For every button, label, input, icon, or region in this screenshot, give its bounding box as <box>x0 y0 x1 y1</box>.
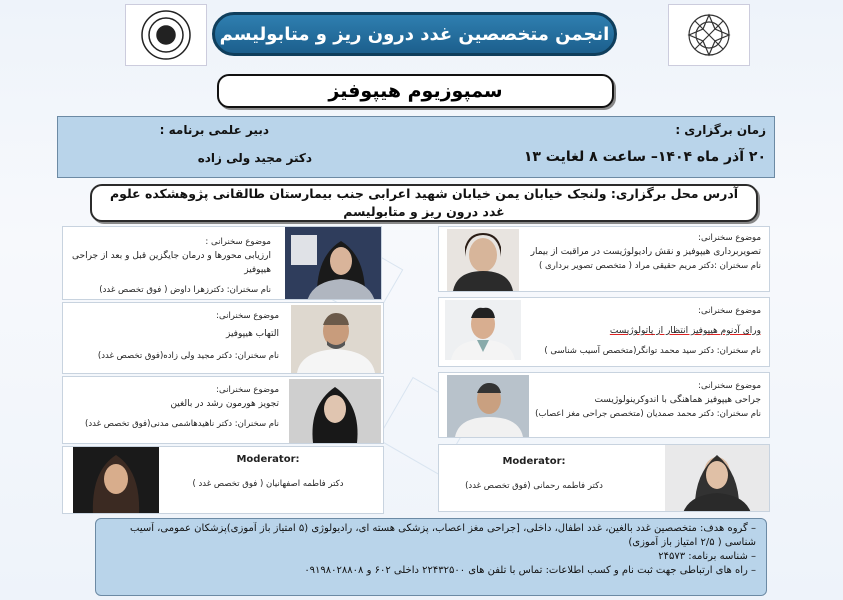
speaker-name: نام سخنران: دکتر ناهیدهاشمی مدنی(فوق تخصص غدد) <box>85 419 279 429</box>
chair-label: دبیر علمی برنامه : <box>159 123 269 137</box>
speaker-photo <box>445 300 521 360</box>
speaker-photo <box>447 229 519 291</box>
talk-text <box>66 235 271 297</box>
time-label: زمان برگزاری : <box>675 123 766 137</box>
topic-label: موضوع سخنرانی: <box>216 311 279 321</box>
speaker-photo <box>289 379 381 443</box>
speaker-name: نام سخنران: دکتر محمد صمدیان (متخصص جراحی مغز اعصاب) <box>535 409 761 419</box>
talk-text <box>69 383 279 431</box>
speaker-name: نام سخنران :دکتر مریم حقیقی مراد ( متخصص تصویر برداری ) <box>539 261 761 271</box>
moderator-card <box>62 446 384 514</box>
talk-text <box>529 231 761 273</box>
program-id-line: – شناسه برنامه: ۲۴۵۷۳ <box>658 551 756 562</box>
topic-label: موضوع سخنرانی: <box>698 381 761 391</box>
talk-text <box>529 304 761 358</box>
topic-label: موضوع سخنرانی: <box>698 233 761 243</box>
moderator-label: Moderator: <box>236 454 300 465</box>
moderator-photo <box>665 445 769 512</box>
university-logo-right <box>668 4 750 66</box>
speaker-photo <box>285 227 382 300</box>
talk-card <box>438 226 770 292</box>
talk-text <box>529 379 761 421</box>
moderator-photo <box>73 447 159 514</box>
talk-text <box>69 309 279 363</box>
event-title: سمپوزیوم هیپوفیز <box>217 74 614 108</box>
program-details-footer <box>95 518 767 596</box>
target-group-line: – گروه هدف: متخصصین غدد بالغین، غدد اطفال، داخلی، [جراحی مغز اعصاب، پزشکی هسته ای، رادیولوژی (۵ امتیاز باز آموزی)پزشکان عمومی، آسیب <box>130 523 756 534</box>
talk-topic: جراحی هیپوفیز هماهنگی با اندوکرینولوژیست <box>594 395 761 405</box>
topic-label: موضوع سخنرانی: <box>216 385 279 395</box>
speaker-name: نام سخنران: دکتر مجید ولی زاده(فوق تخصص غدد) <box>97 351 279 361</box>
speaker-photo <box>447 375 529 437</box>
institute-logo-left <box>125 4 207 66</box>
event-info-box <box>57 116 775 178</box>
topic-label: موضوع سخنرانی : <box>205 237 271 247</box>
speaker-name: نام سخنران: دکتر سید محمد توانگر(متخصص آسیب شناسی ) <box>544 346 761 356</box>
moderator-text <box>449 455 619 493</box>
talk-topic: التهاب هیپوفیز <box>226 329 279 339</box>
talk-card <box>62 302 384 374</box>
talk-topic: ورای آدنوم هیپوفیز انتظار از پاتولوژیست <box>609 326 761 336</box>
venue-address: آدرس محل برگزاری: ولنجک خیابان یمن خیابان شهید اعرابی جنب بیمارستان طالقانی پژوهشکده علوم غدد درون ریز و متابولیسم <box>90 184 758 222</box>
target-group-line-cont: شناسی ( ۲/۵ امتیاز باز آموزی) <box>628 537 756 548</box>
talk-topic: تجویز هورمون رشد در بالغین <box>170 399 279 409</box>
moderator-label: Moderator: <box>502 456 566 467</box>
speaker-photo <box>291 305 381 373</box>
time-value: ۲۰ آذر ماه ۱۴۰۴– ساعت ۸ لغایت ۱۳ <box>523 149 766 165</box>
talk-card <box>438 372 770 438</box>
talk-card <box>62 376 384 444</box>
talk-card <box>62 226 382 300</box>
moderator-text <box>173 453 363 491</box>
contact-line: – راه های ارتباطی جهت ثبت نام و کسب اطلاعات: تماس با تلفن های ۲۲۴۳۲۵۰۰ داخلی ۶۰۲ و ۰۹۱۹۸۰۲۸۸۰۸ <box>304 565 756 576</box>
chair-value: دکتر مجید ولی زاده <box>197 151 312 165</box>
topic-label: موضوع سخنرانی: <box>698 306 761 316</box>
moderator-name: دکتر فاطمه اصفهانیان ( فوق تخصص غدد ) <box>192 479 344 489</box>
circular-emblem-icon <box>126 5 206 65</box>
talk-topic: ارزیابی محورها و درمان جایگزین قبل و بعد از جراحی هیپوفیز <box>72 251 271 275</box>
organization-title: انجمن متخصصین غدد درون ریز و متابولیسم <box>212 12 617 56</box>
rosette-logo-icon <box>669 5 749 65</box>
talk-card <box>438 297 770 367</box>
speaker-name: نام سخنران: دکترزهرا داوض ( فوق تخصص غدد) <box>99 285 271 295</box>
moderator-name: دکتر فاطمه رحمانی (فوق تخصص غدد) <box>465 481 603 491</box>
talk-topic: تصویربرداری هیپوفیز و نقش رادیولوژیست در مراقبت از بیمار <box>530 247 761 257</box>
moderator-card <box>438 444 770 512</box>
